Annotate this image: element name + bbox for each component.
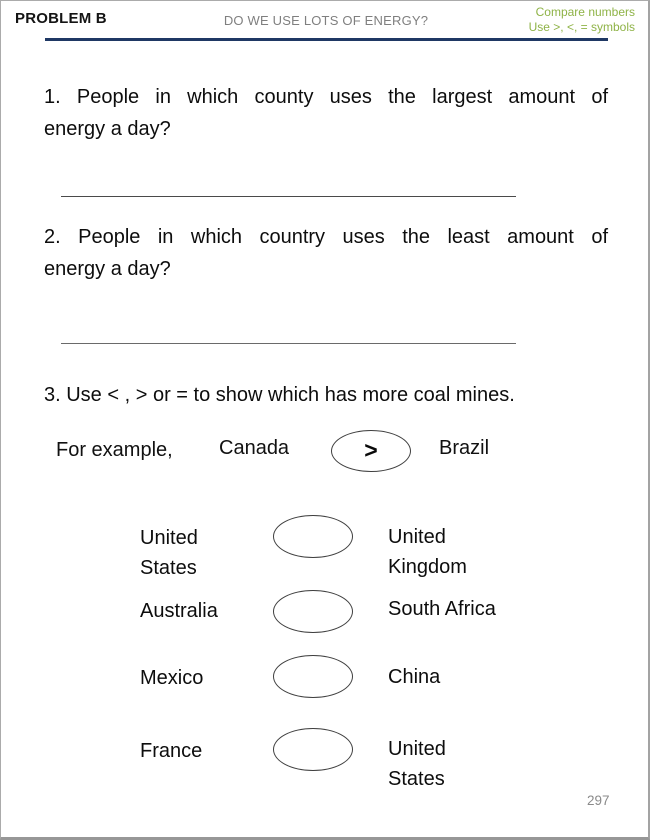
example-answer-oval bbox=[331, 430, 411, 472]
example-left-country: Canada bbox=[219, 437, 290, 459]
question-2-line-2: energy a day? bbox=[44, 258, 171, 280]
header-hint bbox=[529, 5, 635, 34]
hint-line-2: Use >, <, = symbols bbox=[528, 19, 635, 34]
page-title: DO WE USE LOTS OF ENERGY? bbox=[223, 13, 429, 28]
greater-than-symbol: > bbox=[364, 436, 378, 463]
left-country-label: Australia bbox=[140, 600, 218, 622]
question-1-line-1: 1. People in which county uses the largest amount of bbox=[44, 86, 608, 108]
question-1-line-2: energy a day? bbox=[44, 118, 171, 140]
answer-oval-3[interactable] bbox=[273, 655, 353, 698]
example-label: For example, bbox=[56, 439, 173, 461]
right-country-label: United Kingdom bbox=[388, 526, 467, 578]
answer-line-2[interactable] bbox=[61, 343, 516, 344]
problem-label: PROBLEM B bbox=[15, 10, 107, 27]
example-right-country: Brazil bbox=[439, 437, 490, 459]
answer-oval-2[interactable] bbox=[273, 590, 353, 633]
question-2-line-1: 2. People in which country uses the least amount of bbox=[44, 226, 608, 248]
header-divider bbox=[45, 38, 608, 41]
left-country-label: Mexico bbox=[140, 667, 204, 689]
right-country-label: South Africa bbox=[388, 598, 496, 620]
right-country-label: United States bbox=[388, 738, 446, 790]
hint-line-1: Compare numbers bbox=[535, 5, 635, 19]
answer-oval-4[interactable] bbox=[273, 728, 353, 771]
question-3-prompt: 3. Use < , > or = to show which has more coal mines. bbox=[44, 384, 515, 406]
answer-oval-1[interactable] bbox=[273, 515, 353, 558]
page-number: 297 bbox=[587, 793, 610, 808]
left-country-label: France bbox=[140, 740, 203, 762]
right-country-label: China bbox=[388, 666, 441, 688]
answer-line-1[interactable] bbox=[61, 196, 516, 197]
left-country-label: United States bbox=[140, 527, 198, 579]
